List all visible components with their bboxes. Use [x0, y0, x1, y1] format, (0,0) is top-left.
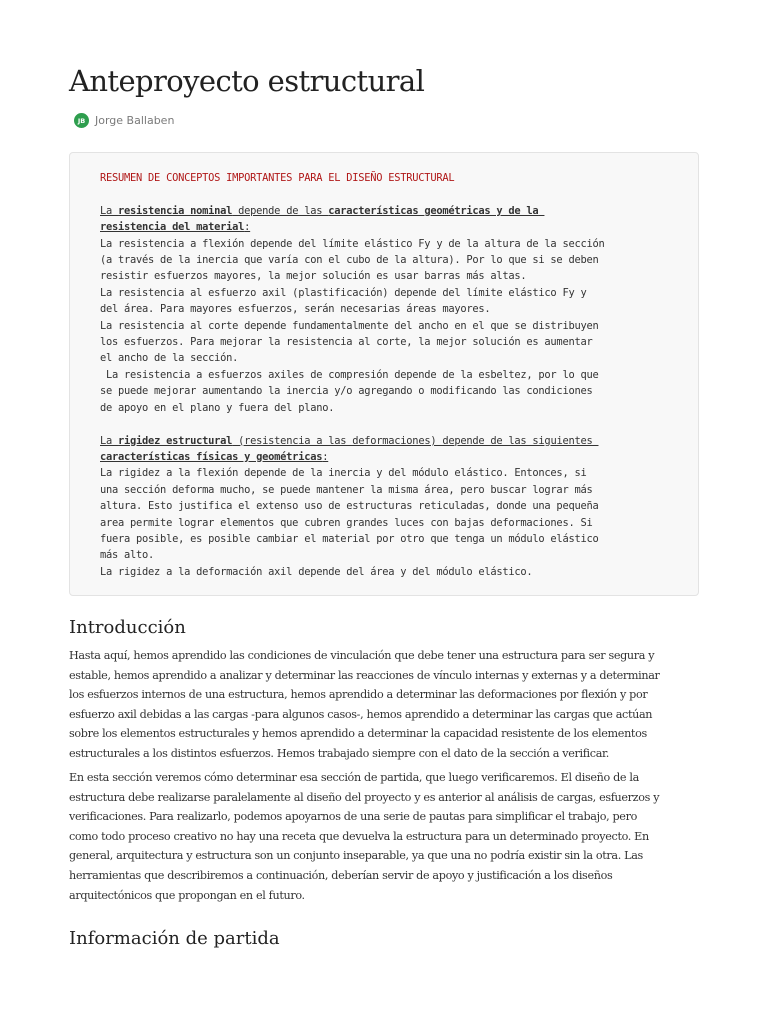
rigidez-line-7: La rigidez a la deformación axil depende del área y del módulo elástico.	[100, 565, 533, 578]
intro-p2-line-5: general, arquitectura y estructura son un conjunto inseparable, ya que una no podría existir sin la otra. Las	[69, 849, 643, 863]
intro-p2-line-6: herramientas que describiremos a continuación, deberían servir de apoyo y justificación a los diseños	[69, 868, 613, 882]
resistencia-intro-line-2	[100, 219, 678, 235]
rigidez-colon: :	[322, 450, 329, 463]
intro-p1-line-2: estable, hemos aprendido a analizar y determinar las reacciones de vínculo internas y externas y a determinar	[69, 668, 660, 682]
rigidez-lines	[100, 465, 678, 580]
resistencia-line-9: La resistencia a esfuerzos axiles de compresión depende de la esbeltez, por lo que	[100, 368, 599, 381]
resistencia-line-10: se puede mejorar aumentando la inercia y/o agregando o modificando las condiciones	[100, 385, 593, 398]
intro-p2-line-3: verificaciones. Para realizarlo, podemos apoyarnos de una serie de pautas para simplificar el trabajo, pero	[69, 810, 637, 824]
blank-line	[100, 186, 678, 202]
avatar: JB	[74, 113, 89, 128]
page-title: Anteproyecto estructural	[69, 64, 425, 98]
resistencia-la: La	[100, 204, 119, 217]
rigidez-line-2: una sección deforma mucho, se puede mantener la misma área, pero buscar lograr más	[100, 483, 593, 496]
section-heading-introduccion: Introducción	[69, 617, 186, 638]
intro-p2-line-1: En esta sección veremos cómo determinar esa sección de partida, que luego verificaremos. El diseño de la	[69, 771, 639, 784]
rigidez-term: rigidez estructural	[118, 434, 233, 447]
rigidez-line-4: area permite lograr elementos que cubren grandes luces con bajas deformaciones. Si	[100, 516, 593, 529]
author-name[interactable]: Jorge Ballaben	[95, 114, 175, 127]
rigidez-mid: (resistencia a las deformaciones) depende de las siguientes	[232, 434, 593, 447]
rigidez-intro-line-2	[100, 449, 678, 465]
rigidez-line-1: La rigidez a la flexión depende de la inercia y del módulo elástico. Entonces, si	[100, 467, 587, 480]
intro-p2-line-7: arquitectónicos que propongan en el futuro.	[69, 888, 305, 902]
rigidez-la: La	[100, 434, 119, 447]
intro-p2-line-4: como todo proceso creativo no hay una receta que devuelva la estructura para un determinado proyecto. En	[69, 829, 649, 843]
intro-paragraph-2	[69, 768, 699, 905]
intro-p1-line-1: Hasta aquí, hemos aprendido las condiciones de vinculación que debe tener una estructura para ser segura y	[69, 649, 655, 662]
blank-line	[100, 416, 678, 432]
section-heading-informacion-de-partida: Información de partida	[69, 928, 280, 949]
resistencia-bold-1: características geométricas y de la	[328, 204, 539, 217]
intro-p1-line-3: los esfuerzos internos de una estructura, hemos aprendido a determinar las deformaciones por flexión y por	[69, 688, 648, 702]
resistencia-intro-line-1	[100, 203, 678, 219]
intro-paragraph-1	[69, 646, 699, 764]
rigidez-line-6: más alto.	[100, 549, 155, 562]
resistencia-line-8: el ancho de la sección.	[100, 352, 239, 365]
intro-p2-line-2: estructura debe realizarse paralelamente al diseño del proyecto y es anterior al análisis de cargas, esfuerzos y	[69, 790, 660, 804]
resistencia-line-6: La resistencia al corte depende fundamentalmente del ancho en el que se distribuyen	[100, 319, 599, 332]
author[interactable]	[74, 113, 174, 128]
rigidez-line-3: altura. Esto justifica el extenso uso de estructuras reticuladas, donde una pequeña	[100, 500, 599, 513]
resistencia-term: resistencia nominal	[118, 204, 233, 217]
intro-p1-line-6: estructurales a los distintos esfuerzos. Hemos trabajado siempre con el dato de la sección a verificar.	[69, 746, 609, 760]
summary-heading: RESUMEN DE CONCEPTOS IMPORTANTES PARA EL DISEÑO ESTRUCTURAL	[100, 172, 455, 184]
resistencia-line-3: resistir esfuerzos mayores, la mejor solución es usar barras más altas.	[100, 270, 527, 283]
intro-p1-line-5: sobre los elementos estructurales y hemos aprendido a determinar la capacidad resistente de los elementos	[69, 727, 647, 741]
resistencia-line-5: del área. Para mayores esfuerzos, serán necesarias áreas mayores.	[100, 303, 491, 316]
summary-code-block	[69, 152, 699, 596]
rigidez-bold-2: características físicas y geométricas	[100, 450, 323, 463]
intro-p1-line-4: esfuerzo axil debidas a las cargas -para algunos casos-, hemos aprendido a determinar las cargas que actúan	[69, 707, 653, 721]
resistencia-line-1: La resistencia a flexión depende del límite elástico Fy y de la altura de la sección	[100, 237, 605, 250]
resistencia-line-11: de apoyo en el plano y fuera del plano.	[100, 401, 335, 414]
resistencia-mid: depende de las	[232, 204, 329, 217]
resistencia-line-4: La resistencia al esfuerzo axil (plastificación) depende del límite elástico Fy y	[100, 286, 587, 299]
resistencia-bold-2: resistencia del material	[100, 221, 245, 234]
resistencia-lines	[100, 236, 678, 416]
resistencia-colon: :	[244, 221, 251, 234]
rigidez-line-5: fuera posible, es posible cambiar el material por otro que tenga un módulo elástico	[100, 532, 599, 545]
resistencia-line-7: los esfuerzos. Para mejorar la resistencia al corte, la mejor solución es aumentar	[100, 336, 593, 349]
resistencia-line-2: (a través de la inercia que varía con el cubo de la altura). Por lo que si se deben	[100, 254, 599, 267]
rigidez-intro-line-1	[100, 433, 678, 449]
